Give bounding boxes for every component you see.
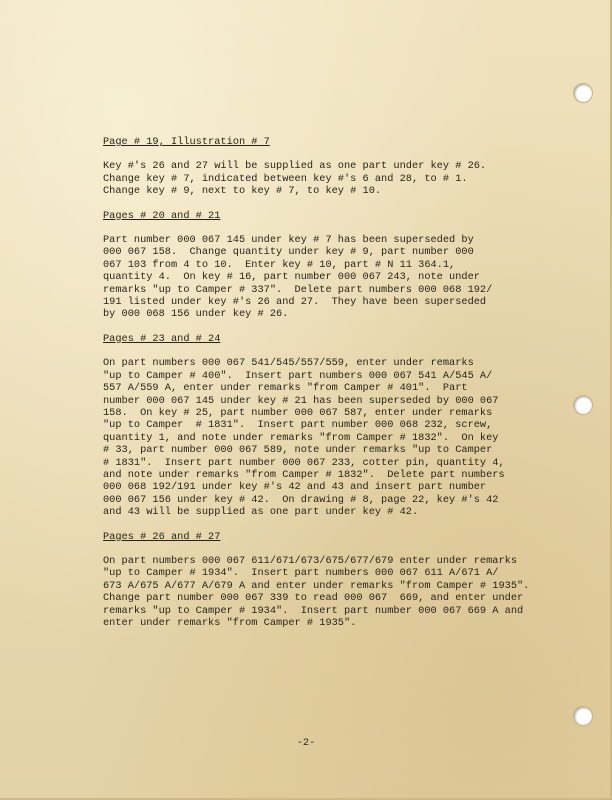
punch-hole-bottom (574, 707, 592, 725)
text-line: 000 068 192/191 under key #'s 42 and 43 and insert part number (103, 481, 487, 494)
punch-hole-top (574, 84, 592, 102)
text-line: number 000 067 145 under key # 21 has been superseded by 000 067 (103, 394, 499, 407)
section-paragraph (103, 160, 573, 197)
text-line: 067 103 from 4 to 10. Enter key # 10, part # N 11 364.1, (103, 258, 456, 271)
text-line: # 1831". Insert part number 000 067 233, cotter pin, quantity 4, (103, 456, 505, 469)
text-line: quantity 4. On key # 16, part number 000 067 243, note under (103, 271, 480, 284)
text-line: Key #'s 26 and 27 will be supplied as one part under key # 26. (103, 160, 487, 173)
section-pages-23-24 (103, 333, 573, 519)
section-heading: Pages # 20 and # 21 (103, 209, 221, 222)
text-line: On part numbers 000 067 611/671/673/675/677/679 enter under remarks (103, 554, 518, 567)
text-line: 158. On key # 25, part number 000 067 587, enter under remarks (103, 406, 493, 419)
text-line: Change key # 9, next to key # 7, to key # 10. (103, 185, 382, 198)
section-heading: Page # 19, Illustration # 7 (103, 136, 270, 148)
text-line: Part number 000 067 145 under key # 7 has been superseded by (103, 234, 474, 247)
text-line: remarks "up to Camper # 1934". Insert part number 000 067 669 A and (103, 604, 524, 617)
text-line: by 000 068 156 under key # 26. (103, 308, 289, 321)
section-heading: Pages # 23 and # 24 (103, 332, 221, 345)
text-line: On part numbers 000 067 541/545/557/559, enter under remarks (103, 357, 474, 370)
section-paragraph (103, 555, 573, 629)
text-line: and note under remarks "from Camper # 1832". Delete part numbers (103, 468, 505, 481)
text-line: Change part number 000 067 339 to read 000 067 669, and enter under (103, 592, 524, 605)
punch-hole-middle (574, 396, 592, 414)
document-body (103, 136, 573, 629)
text-line: and 43 will be supplied as one part under key # 42. (103, 506, 419, 519)
section-paragraph (103, 234, 573, 321)
section-page-19 (103, 136, 573, 198)
text-line: 000 067 156 under key # 42. On drawing # 8, page 22, key #'s 42 (103, 493, 499, 506)
text-line: # 33, part number 000 067 589, note under remarks "up to Camper (103, 444, 493, 457)
text-line: 191 listed under key #'s 26 and 27. They have been superseded (103, 296, 487, 309)
section-pages-20-21 (103, 210, 573, 321)
section-pages-26-27 (103, 531, 573, 630)
text-line: 557 A/559 A, enter under remarks "from Camper # 401". Part (103, 382, 468, 395)
text-line: "up to Camper # 1831". Insert part number 000 068 232, screw, (103, 419, 493, 432)
text-line: Change key # 7, indicated between key #'s 6 and 28, to # 1. (103, 172, 468, 185)
text-line: enter under remarks "from Camper # 1935". (103, 617, 357, 629)
text-line: "up to Camper # 400". Insert part numbers 000 067 541 A/545 A/ (103, 369, 493, 382)
text-line: "up to Camper # 1934". Insert part numbers 000 067 611 A/671 A/ (103, 567, 499, 580)
text-line: quantity 1, and note under remarks "from Camper # 1832". On key (103, 431, 499, 444)
text-line: remarks "up to Camper # 337". Delete part numbers 000 068 192/ (103, 283, 493, 296)
section-heading: Pages # 26 and # 27 (103, 530, 221, 543)
text-line: 673 A/675 A/677 A/679 A and enter under remarks "from Camper # 1935". (103, 579, 530, 592)
text-line: 000 067 158. Change quantity under key # 9, part number 000 (103, 246, 474, 259)
page-number: -2- (296, 737, 316, 749)
section-paragraph (103, 357, 573, 518)
